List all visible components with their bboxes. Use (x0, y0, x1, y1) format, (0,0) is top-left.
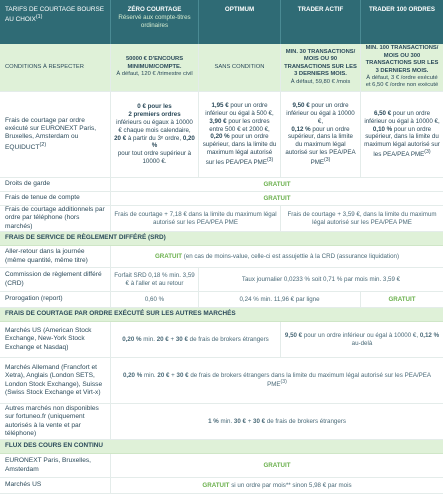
commission-zero: Forfait SRD 0,18 % min. 3,59 € à l'aller et au retour (110, 268, 198, 291)
conditions-trader-100: MIN. 100 TRANSACTIONS/ MOIS OU 300 TRANSACTIONS SUR LES 3 DERNIERS MOIS. À défaut, 3 € /ordre exécuté et 6,50 € /ordre non exécuté (360, 44, 443, 91)
section-srd (0, 232, 443, 246)
conditions-zero: 50000 € D'ENCOURS MINIMUM/COMPTE. À défaut, 120 € /trimestre civil (110, 44, 198, 91)
frais-courtage-trader-100: 6,50 € pour un ordre inférieur ou égal à 10000 €, 0,10 % pour un ordre supérieur, dans la limite du maximum légal autorisé sur les PEA/PEA PME$^{(3)}$ (360, 92, 443, 177)
autres-marches-label: Autres marchés non disponibles sur fortuneo.fr (uniquement autorisés à la vente et par téléphone) (5, 404, 99, 437)
row-marches-europe (0, 358, 443, 404)
header-trader-100: TRADER 100 ORDRES (360, 0, 443, 44)
row-frais-courtage (0, 92, 443, 178)
frais-courtage-zero: 0 € pour les 2 premiers ordres inférieurs ou égaux à 10000 € chaque mois calendaire, 20 € à partir du 3ᵉ ordre, 0,20 % pour tout ordre supérieur à 10000 €. (110, 92, 198, 177)
frais-tenue-value: GRATUIT (110, 192, 443, 205)
row-commission (0, 268, 443, 292)
row-marches-us (0, 322, 443, 358)
frais-telephone-left: Frais de courtage + 7,18 € dans la limite du maximum légal autorisé sur les PEA/PEA PME (110, 206, 280, 231)
marches-us-right: 9,50 € pour un ordre inférieur ou égal à 10000 €, 0,12 % au-delà (280, 322, 443, 357)
aller-retour-label: Aller-retour dans la journée (même quantité, même titre) (5, 248, 88, 264)
row-droits-garde (0, 178, 443, 192)
marches-us-label: Marchés US (American Stock Exchange, New-York Stock Exchange et Nasdaq) (5, 326, 92, 351)
header-optimum: OPTIMUM (198, 0, 280, 44)
commission-label: Commission de règlement différé (CRD) (5, 271, 102, 287)
frais-courtage-optimum: 1,95 € pour un ordre inférieur ou égal à 500 €, 3,90 € pour les ordres entre 500 € et 2000 €, 0,20 % pour un ordre supérieur, dans la limite du maximum légal autorisé sur les PEA/PEA PME$^{(3)}$ (198, 92, 280, 177)
table-header (0, 0, 443, 44)
conditions-row (0, 44, 443, 92)
flux-us-value: GRATUIT si un ordre par mois** sinon 5,98 € par mois (110, 478, 443, 493)
prorogation-mid: 0,24 % min. 11,96 € par ligne (198, 292, 360, 307)
row-frais-telephone (0, 206, 443, 232)
marches-us-left: 0,20 % min. 20 € + 30 € de frais de brokers étrangers (110, 322, 280, 357)
row-flux-us (0, 478, 443, 494)
frais-telephone-label: Frais de courtage additionnels par ordre par téléphone (hors marchés) (5, 206, 105, 230)
aller-retour-value: GRATUIT (en cas de moins-value, celle-ci est assujettie à la CRD (assurance liquidation) (110, 246, 443, 267)
section-srd-title: FRAIS DE SERVICE DE RÈGLEMENT DIFFÉRÉ (SRD) (5, 234, 166, 242)
droits-garde-label: Droits de garde (5, 180, 51, 188)
conditions-optimum: SANS CONDITION (198, 44, 280, 91)
marches-europe-label: Marchés Allemand (Francfort et Xetra), Anglais (London SETS, London Stock Exchange), Suisse (Swiss Stock Exchange et Virt-x) (5, 363, 103, 396)
section-flux-title: FLUX DES COURS EN CONTINU (5, 442, 103, 450)
row-frais-tenue (0, 192, 443, 206)
prorogation-label: Prorogation (report) (5, 295, 63, 303)
commission-rest: Taux journalier 0,0233 % soit 0,71 % par mois min. 3,59 € (198, 268, 443, 291)
frais-courtage-label: Frais de courtage par ordre exécuté sur EURONEXT Paris, Bruxelles, Amsterdam ou EQUIDUCT$^{(2)}$ (5, 116, 97, 152)
droits-garde-value: GRATUIT (110, 178, 443, 191)
marches-europe-value: 0,20 % min. 20 € + 30 € de frais de brokers étrangers dans la limite du maximum légal autorisé sur les PEA/PEA PME$^{(3)}$ (110, 358, 443, 403)
row-aller-retour (0, 246, 443, 268)
flux-us-label: Marchés US (5, 481, 42, 489)
row-prorogation (0, 292, 443, 308)
header-title: TARIFS DE COURTAGE BOURSE AU CHOIX$^{(1)}$ (5, 6, 105, 24)
autres-marches-value: 1 % min. 30 € + 30 € de frais de brokers étrangers (110, 404, 443, 439)
frais-courtage-trader-actif: 9,50 € pour un ordre inférieur ou égal à 10000 €, 0,12 % pour un ordre supérieur, dans la limite du maximum légal autorisé sur les PEA/PEA PME$^{(3)}$ (280, 92, 360, 177)
conditions-label: CONDITIONS À RESPECTER (5, 63, 84, 70)
prorogation-zero: 0,60 % (110, 292, 198, 307)
section-autres-title: FRAIS DE COURTAGE PAR ORDRE EXÉCUTÉ SUR LES AUTRES MARCHÉS (5, 310, 236, 318)
row-autres-marches (0, 404, 443, 440)
frais-tenue-label: Frais de tenue de compte (5, 194, 80, 202)
section-flux (0, 440, 443, 454)
prorogation-trader-100: GRATUIT (360, 292, 443, 307)
header-trader-actif: TRADER ACTIF (280, 0, 360, 44)
flux-euronext-value: GRATUIT (110, 454, 443, 477)
header-zero-courtage: ZÉRO COURTAGE Réservé aux compte-titres ordinaires (110, 0, 198, 44)
section-autres-marches (0, 308, 443, 322)
conditions-trader-actif: MIN. 30 TRANSACTIONS/ MOIS OU 90 TRANSACTIONS SUR LES 3 DERNIERS MOIS. À défaut, 59,80 € /mois (280, 44, 360, 91)
flux-euronext-label: EURONEXT Paris, Bruxelles, Amsterdam (5, 457, 91, 473)
row-flux-euronext (0, 454, 443, 478)
frais-telephone-right: Frais de courtage + 3,59 €, dans la limite du maximum légal autorisé sur les PEA/PEA PME (280, 206, 443, 231)
